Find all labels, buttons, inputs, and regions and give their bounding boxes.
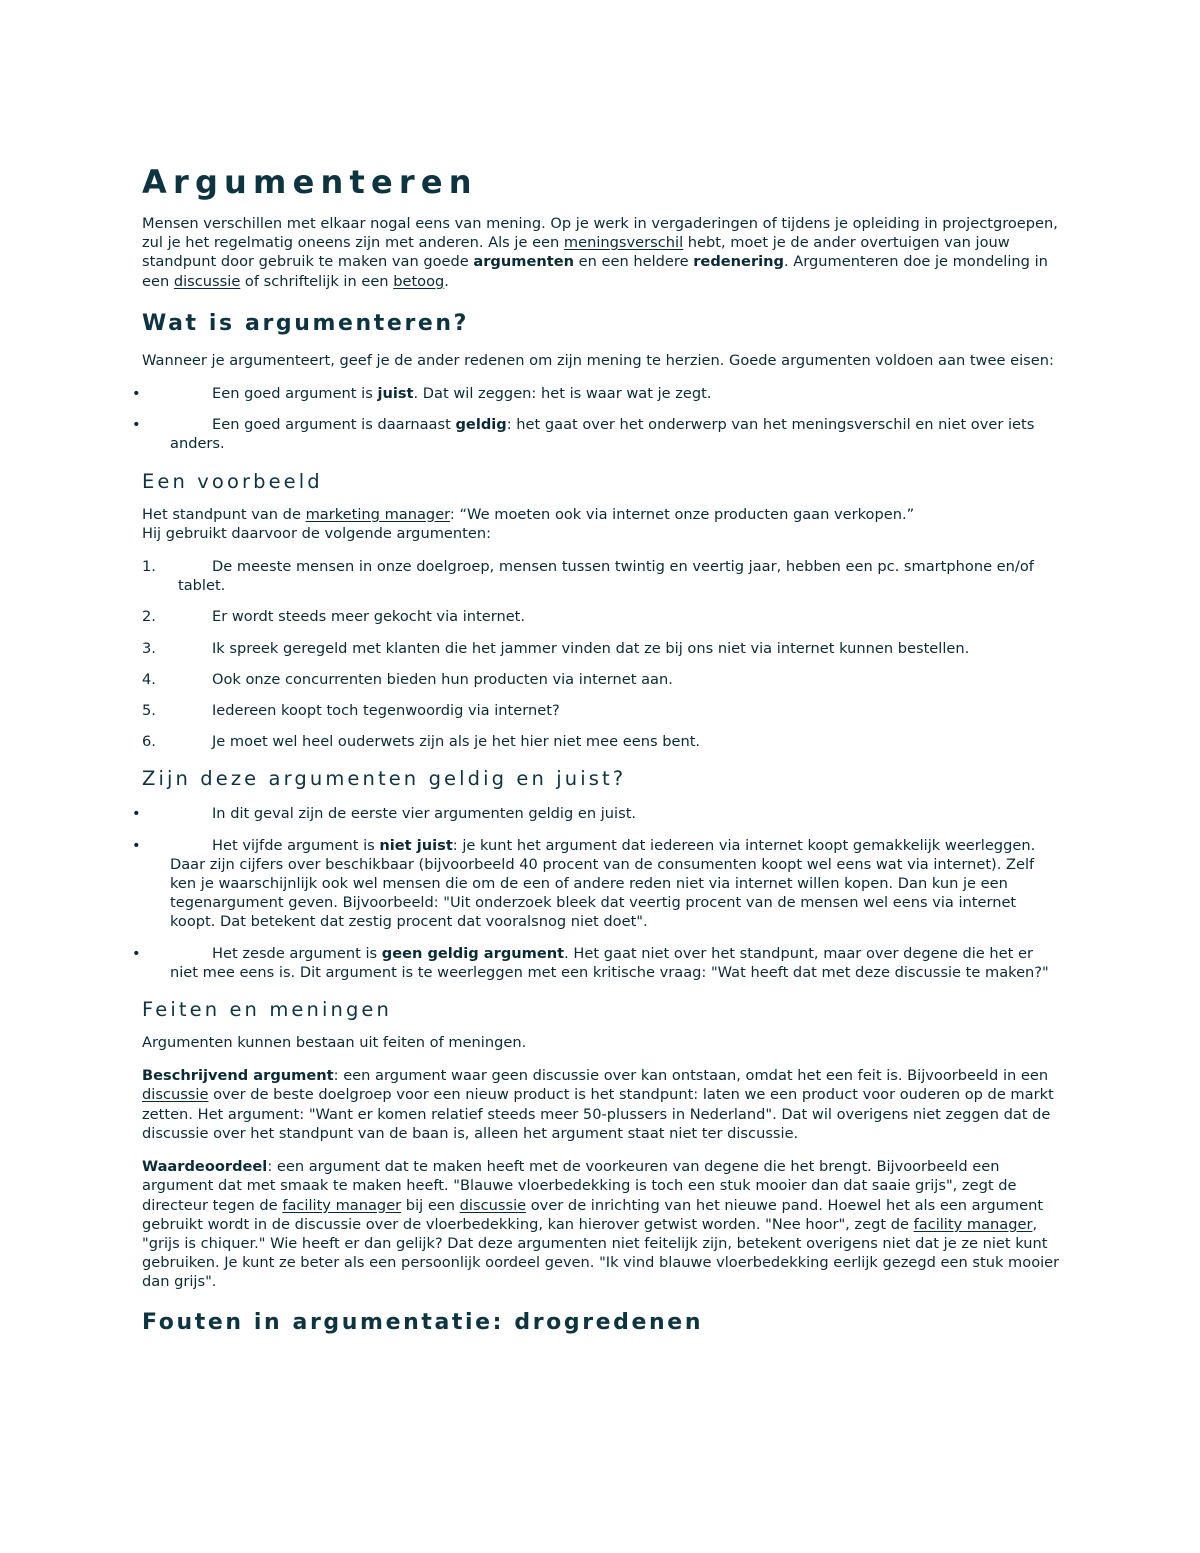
bullet-icon: • <box>132 416 141 434</box>
text: . Dat wil zeggen: het is waar wat je zegt. <box>413 385 712 403</box>
list-item <box>142 557 1060 595</box>
link-discussie[interactable]: discussie <box>173 272 241 290</box>
link-discussie[interactable]: discussie <box>142 1086 209 1104</box>
bold-text: redenering <box>693 253 784 271</box>
text: over de inrichting van het nieuwe pand. Hoewel het als een argument gebruikt wordt in de discussie over de vloerbedekking, kan hierover getwist worden. "Nee hoor", zegt de <box>142 1196 1044 1233</box>
text: , "grijs is chiquer." Wie heeft er dan gelijk? Dat deze argumenten niet feitelijk zijn, betekent overigens niet dat je ze niet kunt gebruiken. Je kunt ze beter als een persoonlijk oordeel geven. "Ik vind blauwe vloerbedekking eerlijk gezegd een stuk mooier dan grijs". <box>142 1215 1060 1291</box>
text: Het vijfde argument is <box>212 836 380 854</box>
bullet-list <box>132 384 1060 454</box>
section-paragraph <box>142 505 1060 543</box>
section-paragraph: Wanneer je argumenteert, geef je de ander redenen om zijn mening te herzien. Goede argumenten voldoen aan twee eisen: <box>142 351 1054 369</box>
text: Ook onze concurrenten bieden hun producten via internet aan. <box>212 670 673 688</box>
bold-text: argumenten <box>473 253 575 271</box>
text: . Argumenteren doe je mondeling in een <box>142 253 1048 290</box>
subsection-heading: Feiten en meningen <box>142 998 392 1022</box>
text: Een goed argument is <box>212 385 378 403</box>
page-title: Argumenteren <box>142 163 478 201</box>
text: : “We moeten ook via internet onze producten gaan verkopen.” <box>449 505 915 523</box>
intro-paragraph <box>142 214 1060 291</box>
text: en een heldere <box>574 253 694 271</box>
list-item <box>142 670 1060 689</box>
list-item <box>132 944 1060 982</box>
bold-text: juist <box>377 385 414 403</box>
subsection-heading: Een voorbeeld <box>142 469 323 493</box>
list-number: 5. <box>142 702 156 720</box>
text: Mensen verschillen met elkaar nogal eens van mening. Op je werk in vergaderingen of tijdens je opleiding in projectgroepen, zul je het regelmatig oneens zijn met anderen. Als je een <box>142 215 1058 252</box>
link-facility-manager[interactable]: facility manager <box>282 1196 402 1214</box>
text: of schriftelijk in een <box>240 272 394 290</box>
section-paragraph: Argumenten kunnen bestaan uit feiten of meningen. <box>142 1034 527 1052</box>
bullet-icon: • <box>132 385 141 403</box>
text: In dit geval zijn de eerste vier argumenten geldig en juist. <box>212 805 637 823</box>
text: . Het gaat niet over het standpunt, maar over degene die het er niet mee eens is. Dit argument is te weerleggen met een kritische vraag: "Wat heeft dat met deze discussie te maken?" <box>170 944 1049 981</box>
bullet-icon: • <box>132 836 141 854</box>
text: over de beste doelgroep voor een nieuw product is het standpunt: laten we een product voor ouderen op de markt zetten. Het argument: "Want er komen relatief steeds meer 50-plussers in Nederland". Dat wil overigens niet zeggen dat de discussie over het standpunt van de baan is, alleen het argument staat niet ter discussie. <box>142 1086 1054 1142</box>
definition-paragraph <box>142 1066 1060 1143</box>
text: Iedereen koopt toch tegenwoordig via internet? <box>212 702 560 720</box>
text: : je kunt het argument dat iedereen via internet koopt gemakkelijk weerleggen. Daar zijn cijfers over beschikbaar (bijvoorbeeld 40 procent van de consumenten koopt wel eens wat via internet). Zelf ken je waarschijnlijk ook wel mensen die om de een of andere reden niet via internet willen kopen. Dan kun je een tegenargument geven. Bijvoorbeeld: "Uit onderzoek bleek dat veertig procent van de mensen wel eens via internet koopt. Dat betekent dat zestig procent dat vooralsnog niet doet". <box>170 836 1036 931</box>
definition-paragraph <box>142 1157 1060 1291</box>
list-item <box>132 384 1060 403</box>
text: bij een <box>401 1196 460 1214</box>
bold-term: Beschrijvend argument <box>142 1067 334 1085</box>
bullet-icon: • <box>132 944 141 962</box>
text: Het zesde argument is <box>212 944 382 962</box>
link-discussie[interactable]: discussie <box>459 1196 527 1214</box>
list-number: 6. <box>142 733 156 751</box>
list-item <box>142 732 1060 751</box>
list-item <box>142 607 1060 626</box>
list-number: 2. <box>142 608 156 626</box>
link-meningsverschil[interactable]: meningsverschil <box>563 234 684 252</box>
text: : het gaat over het onderwerp van het meningsverschil en niet over iets anders. <box>170 416 1035 453</box>
text: Je moet wel heel ouderwets zijn als je het hier niet mee eens bent. <box>212 733 701 751</box>
list-item <box>142 701 1060 720</box>
numbered-list <box>142 557 1060 751</box>
text: Het standpunt van de <box>142 505 306 523</box>
list-number: 1. <box>142 558 156 576</box>
list-number: 4. <box>142 670 156 688</box>
text: . <box>444 272 449 290</box>
text: : een argument dat te maken heeft met de voorkeuren van degene die het brengt. Bijvoorbeeld een argument dat met smaak te maken heeft. "Blauwe vloerbedekking is toch een stuk mooier dan dat saaie grijs", zegt de directeur tegen de <box>142 1158 1017 1214</box>
bold-text: niet juist <box>379 836 453 854</box>
link-marketing-manager[interactable]: marketing manager <box>305 505 450 523</box>
text: Ik spreek geregeld met klanten die het jammer vinden dat ze bij ons niet via internet kunnen bestellen. <box>212 639 970 657</box>
bold-term: Waardeoordeel <box>142 1158 268 1176</box>
section-heading: Wat is argumenteren? <box>142 310 470 336</box>
text: hebt, moet je de ander overtuigen van jouw standpunt door gebruik te maken van goede <box>142 234 1010 271</box>
list-item <box>142 639 1060 658</box>
list-item <box>132 804 1060 823</box>
text: Er wordt steeds meer gekocht via internet. <box>212 608 526 626</box>
subsection-heading: Zijn deze argumenten geldig en juist? <box>142 767 627 791</box>
text: De meeste mensen in onze doelgroep, mensen tussen twintig en veertig jaar, hebben een pc. smartphone en/of tablet. <box>178 558 1034 595</box>
list-number: 3. <box>142 639 156 657</box>
link-facility-manager[interactable]: facility manager <box>913 1215 1033 1233</box>
bullet-list <box>132 804 1060 982</box>
list-item <box>132 415 1060 453</box>
text: Hij gebruikt daarvoor de volgende argumenten: <box>142 524 492 542</box>
text: Een goed argument is daarnaast <box>212 416 456 434</box>
section-heading: Fouten in argumentatie: drogredenen <box>142 1309 704 1335</box>
link-betoog[interactable]: betoog <box>393 272 445 290</box>
bold-text: geldig <box>455 416 507 434</box>
text: : een argument waar geen discussie over kan ontstaan, omdat het een feit is. Bijvoorbeeld in een <box>333 1067 1049 1085</box>
list-item <box>132 836 1060 932</box>
bullet-icon: • <box>132 805 141 823</box>
bold-text: geen geldig argument <box>381 944 565 962</box>
